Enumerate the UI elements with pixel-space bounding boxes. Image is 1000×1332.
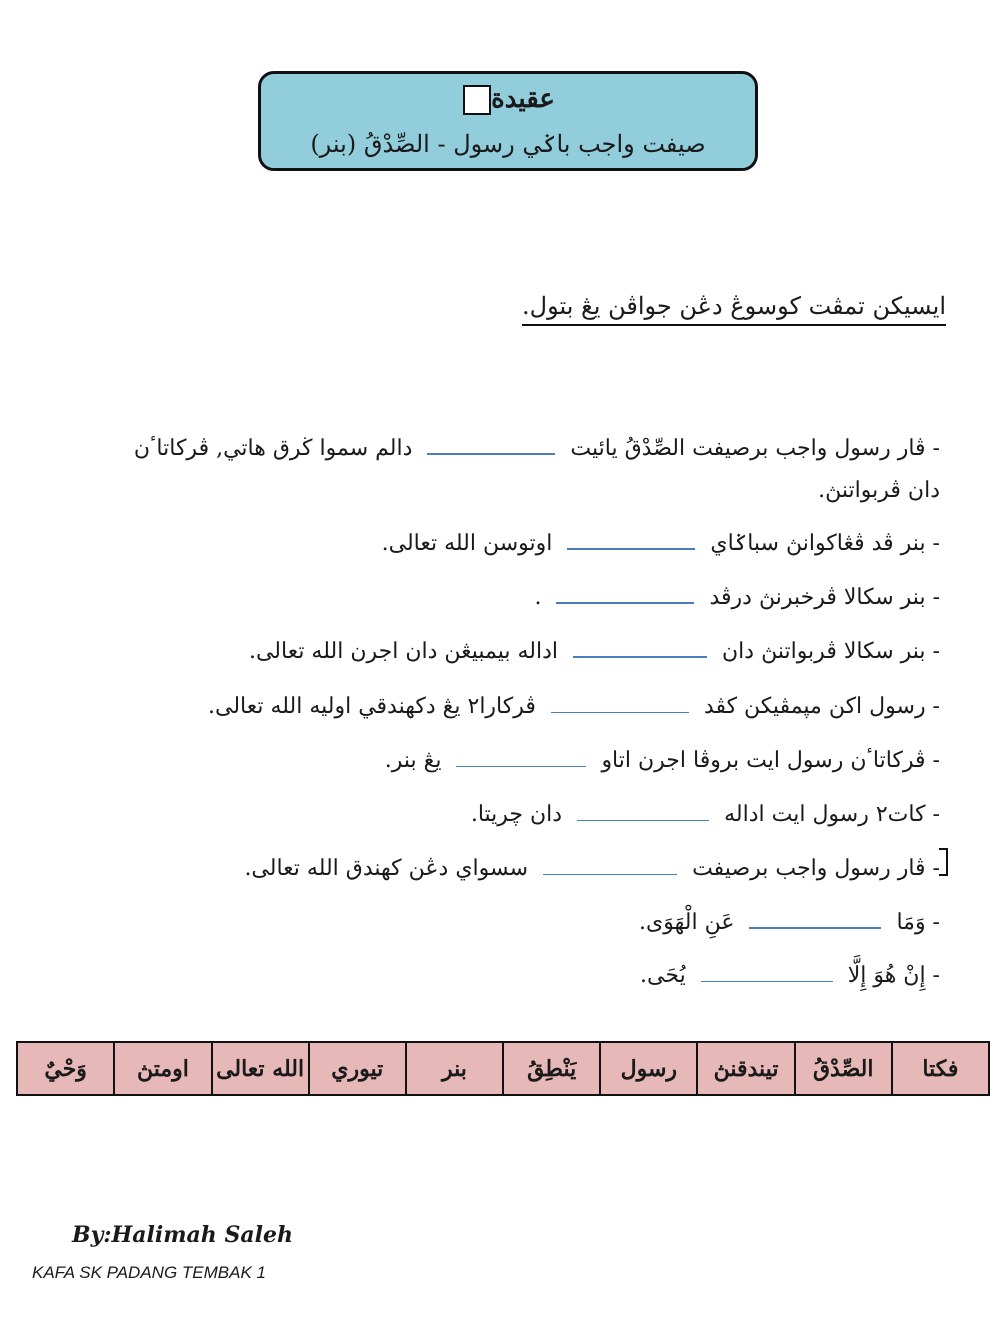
question-8-prefix: - ڤار رسول واجب برصيفت	[692, 856, 940, 881]
word-bank	[16, 1041, 990, 1096]
question-10	[640, 956, 940, 996]
word-bank-item[interactable]: تيندقنڽ	[697, 1042, 794, 1095]
answer-blank-2[interactable]	[567, 538, 695, 550]
question-3-suffix: .	[534, 585, 542, 610]
word-bank-item[interactable]: اومتڽ	[114, 1042, 211, 1095]
question-6-suffix: يڠ بنر.	[384, 748, 442, 773]
answer-blank-5[interactable]	[551, 702, 689, 713]
title-box	[258, 71, 758, 171]
question-1-suffix: دالم سموا ڬرق هاتي, ڤرکاتاٴن دان ڤربواتنڽ.	[133, 436, 940, 503]
word-bank-item[interactable]: يَنْطِقُ	[503, 1042, 600, 1095]
answer-blank-8[interactable]	[543, 864, 677, 875]
question-10-suffix: يُحَى.	[640, 963, 686, 988]
question-2-suffix: اوتوسن الله تعالى.	[381, 531, 553, 556]
question-8-suffix: سسواي دڠن کهندق الله تعالى.	[244, 856, 529, 881]
word-bank-item[interactable]: تيوري	[309, 1042, 406, 1095]
word-bank-item[interactable]: وَحْيٌ	[17, 1042, 114, 1095]
question-1-prefix: - ڤار رسول واجب برصيفت الصِّدْقُ يائيت	[570, 436, 940, 461]
question-9-suffix: عَنِ الْهَوَى.	[639, 910, 735, 935]
question-6	[385, 741, 940, 781]
instruction-text: ايسيكن تمڤت كوسوڠ دڠن جواڤن يڠ بتول.	[522, 292, 946, 326]
question-9	[639, 903, 940, 943]
question-1	[95, 428, 940, 512]
question-4-prefix: - بنر سکالا ڤربواتنڽ دان	[722, 639, 940, 664]
question-7	[471, 795, 940, 835]
answer-blank-10[interactable]	[701, 971, 833, 982]
answer-blank-9[interactable]	[749, 917, 881, 929]
question-5	[208, 687, 940, 727]
subject-heading	[261, 84, 755, 115]
answer-blank-7[interactable]	[577, 810, 709, 821]
school-name: KAFA SK PADANG TEMBAK 1	[32, 1263, 266, 1282]
question-2-prefix: - بنر ڤد ڤڠاکوانڽ سباݢاي	[710, 531, 940, 556]
question-4-suffix: اداله بيمبيڠن دان اجرن الله تعالى.	[248, 639, 559, 664]
question-9-prefix: - وَمَا	[896, 910, 940, 935]
question-5-suffix: ڤرکارا٢ يڠ دکهندقي اوليه الله تعالى.	[207, 694, 536, 719]
topic-title: صيفت واجب باݢي رسول - الصِّدْقُ (بنر)	[310, 130, 706, 158]
subject-title: عقيدة	[491, 84, 555, 114]
question-10-prefix: - إِنْ هُوَ إِلَّا	[847, 963, 940, 988]
question-3-prefix: - بنر سکالا ڤرخبرنڽ درڤد	[709, 585, 940, 610]
answer-blank-4[interactable]	[573, 646, 707, 658]
question-2	[382, 524, 940, 564]
word-bank-row	[17, 1042, 989, 1095]
question-7-prefix: - کات٢ رسول ايت اداله	[724, 802, 940, 827]
word-bank-item[interactable]: رسول	[600, 1042, 697, 1095]
word-bank-item[interactable]: الصِّدْقُ	[795, 1042, 892, 1095]
answer-blank-3[interactable]	[556, 592, 694, 604]
answer-blank-1[interactable]	[427, 443, 555, 455]
word-bank-item[interactable]: الله تعالى	[212, 1042, 309, 1095]
answer-blank-6[interactable]	[456, 756, 586, 767]
question-5-prefix: - رسول اکن مڽمڤيکن کڤد	[703, 694, 940, 719]
word-bank-item[interactable]: فکتا	[892, 1042, 989, 1095]
question-8	[244, 849, 940, 889]
checkbox[interactable]	[463, 85, 491, 115]
word-bank-item[interactable]: بنر	[406, 1042, 503, 1095]
question-7-suffix: دان چريتا.	[470, 802, 563, 827]
question-4	[249, 632, 940, 672]
question-3	[534, 578, 940, 618]
author-credit: By:Halimah Saleh	[72, 1222, 293, 1248]
edit-bracket	[939, 848, 948, 876]
question-6-prefix: - ڤرکاتاٴن رسول ايت بروڤا اجرن اتاو	[601, 748, 940, 773]
